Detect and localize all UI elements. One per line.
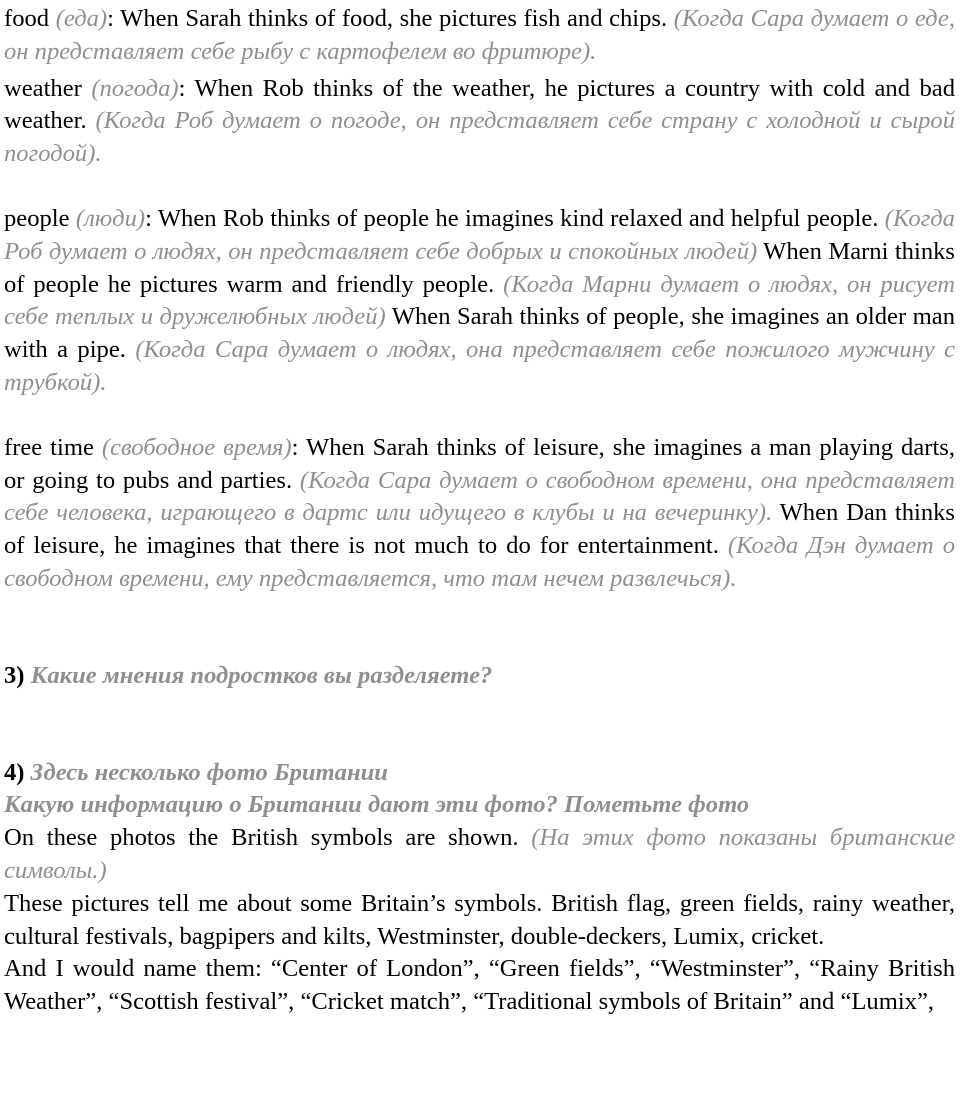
answer-english-text: On these photos the British symbols are shown. <box>4 824 532 852</box>
question-text: Какую информацию о Британии дают эти фото? Пометьте фото <box>4 791 750 819</box>
entry-russian-translation: (Когда Роб думает о погоде, он представляет себе страну с холодной и сырой погодой). <box>4 107 955 168</box>
entry-russian-translation: (Когда Сара думает о свободном времени, она представляет себе человека, играющего в дартс или идущего в клубы и на вечеринку). <box>4 466 956 527</box>
answer-russian-translation: (На этих фото показаны британские символы.) <box>4 824 956 884</box>
entry-food <box>4 3 955 69</box>
entry-term-translation: (люди) <box>75 204 146 232</box>
spacer <box>4 693 955 757</box>
question-4-heading <box>4 757 955 790</box>
question-number: 3) <box>4 661 25 689</box>
entry-term: people <box>4 204 70 232</box>
entry-russian-translation: (Когда Марни думает о людях, он рисует себе теплых и дружелюбных людей) <box>4 270 956 331</box>
entry-term: weather <box>4 74 82 102</box>
entry-english-text: When Marni thinks of people he pictures warm and friendly people. <box>4 237 955 298</box>
entry-english-text: : When Rob thinks of the weather, he pictures a country with cold and bad weather. <box>4 74 955 135</box>
entry-term-translation: (погода) <box>91 74 179 102</box>
question-3 <box>4 660 955 693</box>
question-text: Какие мнения подростков вы разделяете? <box>30 661 493 689</box>
entry-english-text: When Dan thinks of leisure, he imagines that there is not much to do for entertainment. <box>4 499 956 560</box>
question-number: 4) <box>4 758 25 786</box>
entry-russian-translation: (Когда Дэн думает о свободном времени, ему представляется, что там нечем развлечься). <box>4 532 955 592</box>
entry-russian-translation: (Когда Сара думает о людях, она представляет себе пожилого мужчину с трубкой). <box>4 336 956 396</box>
entry-russian-translation: (Когда Роб думает о людях, он представляет себе добрых и спокойных людей) <box>4 204 955 265</box>
entry-people <box>4 203 955 400</box>
entry-english-text: : When Rob thinks of people he imagines kind relaxed and helpful people. <box>145 204 885 232</box>
spacer <box>4 596 955 660</box>
question-4-subheading <box>4 789 955 822</box>
answer-paragraph: These pictures tell me about some Britain’s symbols. British flag, green fields, rainy weather, cultural festivals, bagpipers and kilts, Westminster, double-deckers, Lumix, cricket. <box>4 889 955 950</box>
entry-term: free time <box>4 433 94 461</box>
entry-russian-translation: (Когда Сара думает о еде, он представляет себе рыбу с картофелем во фритюре). <box>4 5 955 65</box>
entry-term-translation: (свободное время) <box>101 433 292 461</box>
question-text: Здесь несколько фото Британии <box>30 758 388 786</box>
entry-weather <box>4 73 955 171</box>
entry-english-text: : When Sarah thinks of leisure, she imagines a man playing darts, or going to pubs and parties. <box>4 433 956 494</box>
entry-english-text: When Sarah thinks of people, she imagines an older man with a pipe. <box>4 303 955 364</box>
spacer <box>4 400 955 432</box>
document-body <box>4 3 955 1019</box>
entry-term: food <box>4 5 50 32</box>
entry-free-time <box>4 432 955 596</box>
spacer <box>4 171 955 203</box>
entry-english-text: : When Sarah thinks of food, she pictures fish and chips. <box>107 5 674 32</box>
answer-paragraph <box>4 822 955 888</box>
entry-term-translation: (еда) <box>55 5 108 32</box>
answer-paragraph: And I would name them: “Center of London”, “Green fields”, “Westminster”, “Rainy British Weather”, “Scottish festival”, “Cricket match”, “Traditional symbols of Britain” and “Lumix”, <box>4 955 955 1016</box>
